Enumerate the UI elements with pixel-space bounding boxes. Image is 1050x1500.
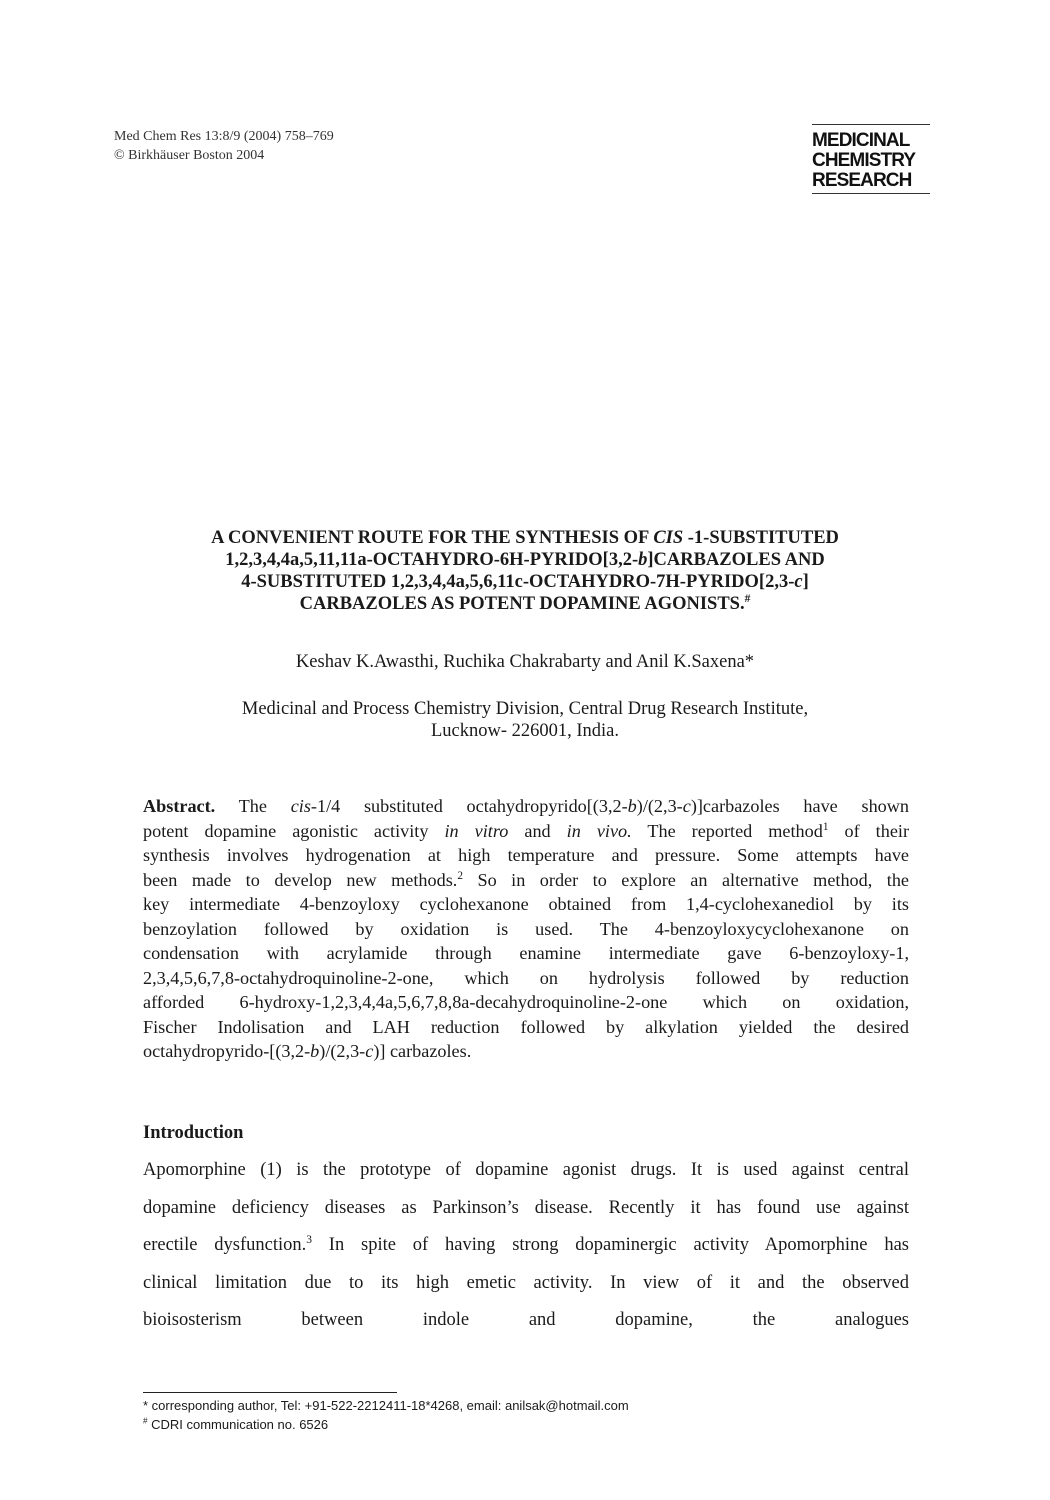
footnote-cdri: # CDRI communication no. 6526 [143, 1416, 329, 1432]
title-line-4: CARBAZOLES AS POTENT DOPAMINE AGONISTS.# [299, 592, 751, 614]
journal-citation-block [114, 127, 334, 165]
footnote-separator [143, 1392, 397, 1393]
abstract-line: potent dopamine agonistic activity in vitro and in vivo. The reported method$^1$ of their [143, 820, 910, 841]
footnote-corresponding-author: * corresponding author, Tel: +91-522-2212411-18*4268, email: anilsak@hotmail.com [143, 1398, 629, 1413]
title-line-2: 1,2,3,4,4a,5,11,11a-OCTAHYDRO-6H-PYRIDO[3,2-b]CARBAZOLES AND [225, 550, 825, 570]
abstract-line: 2,3,4,5,6,7,8-octahydroquinoline-2-one, which on hydrolysis followed by reduction [143, 967, 909, 988]
logo-line-3: RESEARCH [812, 170, 912, 191]
abstract-line: condensation with acrylamide through enamine intermediate gave 6-benzoyloxy-1, [143, 943, 909, 963]
paper-title [110, 527, 940, 615]
introduction-body [143, 1152, 909, 1340]
abstract-line: afforded 6-hydroxy-1,2,3,4,4a,5,6,7,8,8a-decahydroquinoline-2-one which on oxidation, [143, 992, 909, 1012]
journal-logo [812, 124, 932, 194]
logo-line-1: MEDICINAL [812, 130, 910, 151]
title-line-3: 4-SUBSTITUTED 1,2,3,4,4a,5,6,11c-OCTAHYDRO-7H-PYRIDO[2,3-c] [241, 572, 809, 592]
abstract [143, 794, 909, 1064]
abstract-line: Abstract. The cis-1/4 substituted octahydropyrido[(3,2-b)/(2,3-c)]carbazoles have shown [143, 796, 909, 816]
author-list: Keshav K.Awasthi, Ruchika Chakrabarty and Anil K.Saxena* [295, 652, 755, 672]
abstract-line: benzoylation followed by oxidation is used. The 4-benzoyloxycyclohexanone on [143, 918, 909, 939]
abstract-line: Fischer Indolisation and LAH reduction followed by alkylation yielded the desired [143, 1016, 909, 1037]
affiliation [110, 698, 940, 742]
copyright-notice: © Birkhäuser Boston 2004 [114, 148, 265, 163]
intro-line: Apomorphine (1) is the prototype of dopamine agonist drugs. It is used against central [143, 1160, 909, 1180]
abstract-line: key intermediate 4-benzoyloxy cyclohexanone obtained from 1,4-cyclohexanediol by its [143, 894, 909, 914]
title-line-1: A CONVENIENT ROUTE FOR THE SYNTHESIS OF CIS -1-SUBSTITUTED [211, 528, 839, 548]
intro-line: clinical limitation due to its high emetic activity. In view of it and the observed [143, 1272, 909, 1293]
affiliation-line-1: Medicinal and Process Chemistry Division, Central Drug Research Institute, [241, 699, 809, 719]
abstract-line: synthesis involves hydrogenation at high temperature and pressure. Some attempts have [143, 845, 909, 865]
intro-line: dopamine deficiency diseases as Parkinson’s disease. Recently it has found use against [143, 1197, 909, 1218]
logo-bottom-rule [812, 193, 930, 194]
journal-citation: Med Chem Res 13:8/9 (2004) 758–769 [114, 129, 334, 144]
intro-line: bioisosterism between indole and dopamine, the analogues [143, 1310, 909, 1330]
footnotes [143, 1396, 629, 1434]
abstract-label: Abstract. [143, 796, 216, 816]
section-heading-introduction: Introduction [143, 1123, 244, 1143]
intro-line: erectile dysfunction.$^3$ In spite of having strong dopaminergic activity Apomorphine has [143, 1233, 909, 1255]
abstract-line: been made to develop new methods.$^2$ So in order to explore an alternative method, the [143, 869, 909, 890]
logo-top-rule [812, 124, 930, 125]
abstract-line: octahydropyrido-[(3,2-b)/(2,3-c)] carbazoles. [143, 1041, 472, 1061]
affiliation-line-2: Lucknow- 226001, India. [430, 721, 620, 741]
logo-line-2: CHEMISTRY [812, 150, 916, 171]
